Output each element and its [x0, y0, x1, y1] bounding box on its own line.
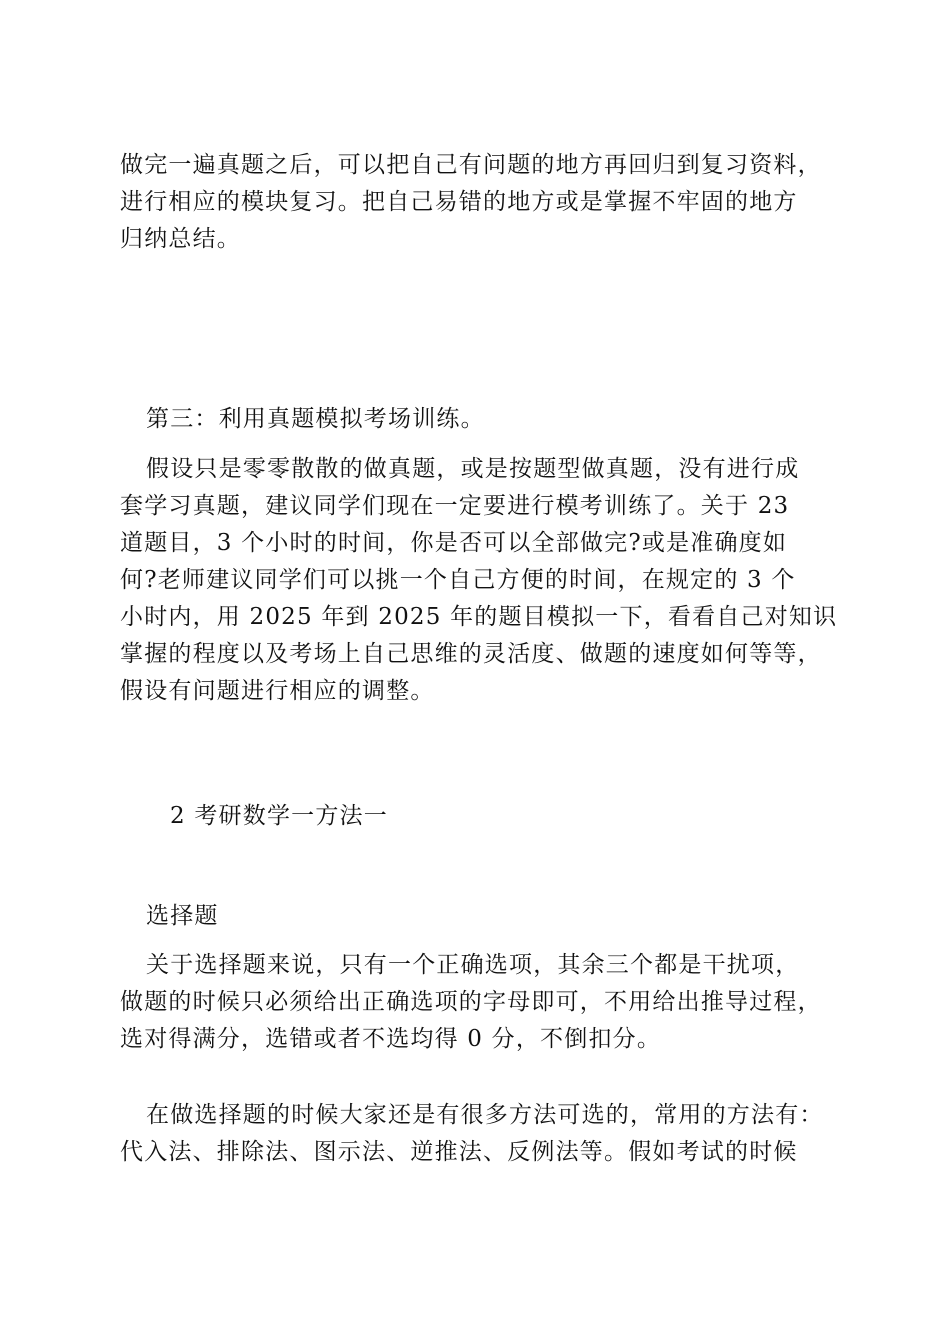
text-line: 进行相应的模块复习。把自己易错的地方或是掌握不牢固的地方 — [120, 189, 798, 215]
text-line: 在做选择题的时候大家还是有很多方法可选的，常用的方法有： — [146, 1102, 824, 1128]
paragraph-multiple-choice-methods — [120, 1097, 850, 1171]
section-heading-multiple-choice — [120, 898, 850, 935]
section-heading-third — [120, 401, 850, 438]
paragraph-mock-exam — [120, 451, 850, 710]
text-line: 小时内，用 2025 年到 2025 年的题目模拟一下，看看自己对知识 — [120, 604, 838, 630]
text-line: 关于选择题来说，只有一个正确选项，其余三个都是干扰项， — [146, 952, 800, 978]
text-line: 做题的时候只必须给出正确选项的字母即可，不用给出推导过程， — [120, 989, 822, 1015]
text-line: 代入法、排除法、图示法、逆推法、反例法等。假如考试的时候 — [120, 1139, 798, 1165]
text-line: 套学习真题，建议同学们现在一定要进行模考训练了。关于 23 — [120, 493, 790, 519]
section-heading-method — [120, 798, 850, 835]
heading-text: 选择题 — [146, 903, 219, 929]
text-line: 归纳总结。 — [120, 226, 241, 252]
text-line: 何?老师建议同学们可以挑一个自己方便的时间，在规定的 3 个 — [120, 567, 796, 593]
text-line: 掌握的程度以及考场上自己思维的灵活度、做题的速度如何等等， — [120, 641, 822, 667]
text-line: 假设有问题进行相应的调整。 — [120, 678, 435, 704]
text-line: 假设只是零零散散的做真题，或是按题型做真题，没有进行成 — [146, 456, 800, 482]
text-line: 道题目，3 个小时的时间，你是否可以全部做完?或是准确度如 — [120, 530, 788, 556]
paragraph-multiple-choice-rules — [120, 947, 850, 1058]
heading-text: 第三：利用真题模拟考场训练。 — [146, 406, 485, 432]
text-line: 做完一遍真题之后，可以把自己有问题的地方再回归到复习资料， — [120, 152, 822, 178]
heading-text: 2 考研数学一方法一 — [170, 803, 388, 829]
text-line: 选对得满分，选错或者不选均得 0 分，不倒扣分。 — [120, 1026, 662, 1052]
paragraph-review — [120, 147, 850, 258]
